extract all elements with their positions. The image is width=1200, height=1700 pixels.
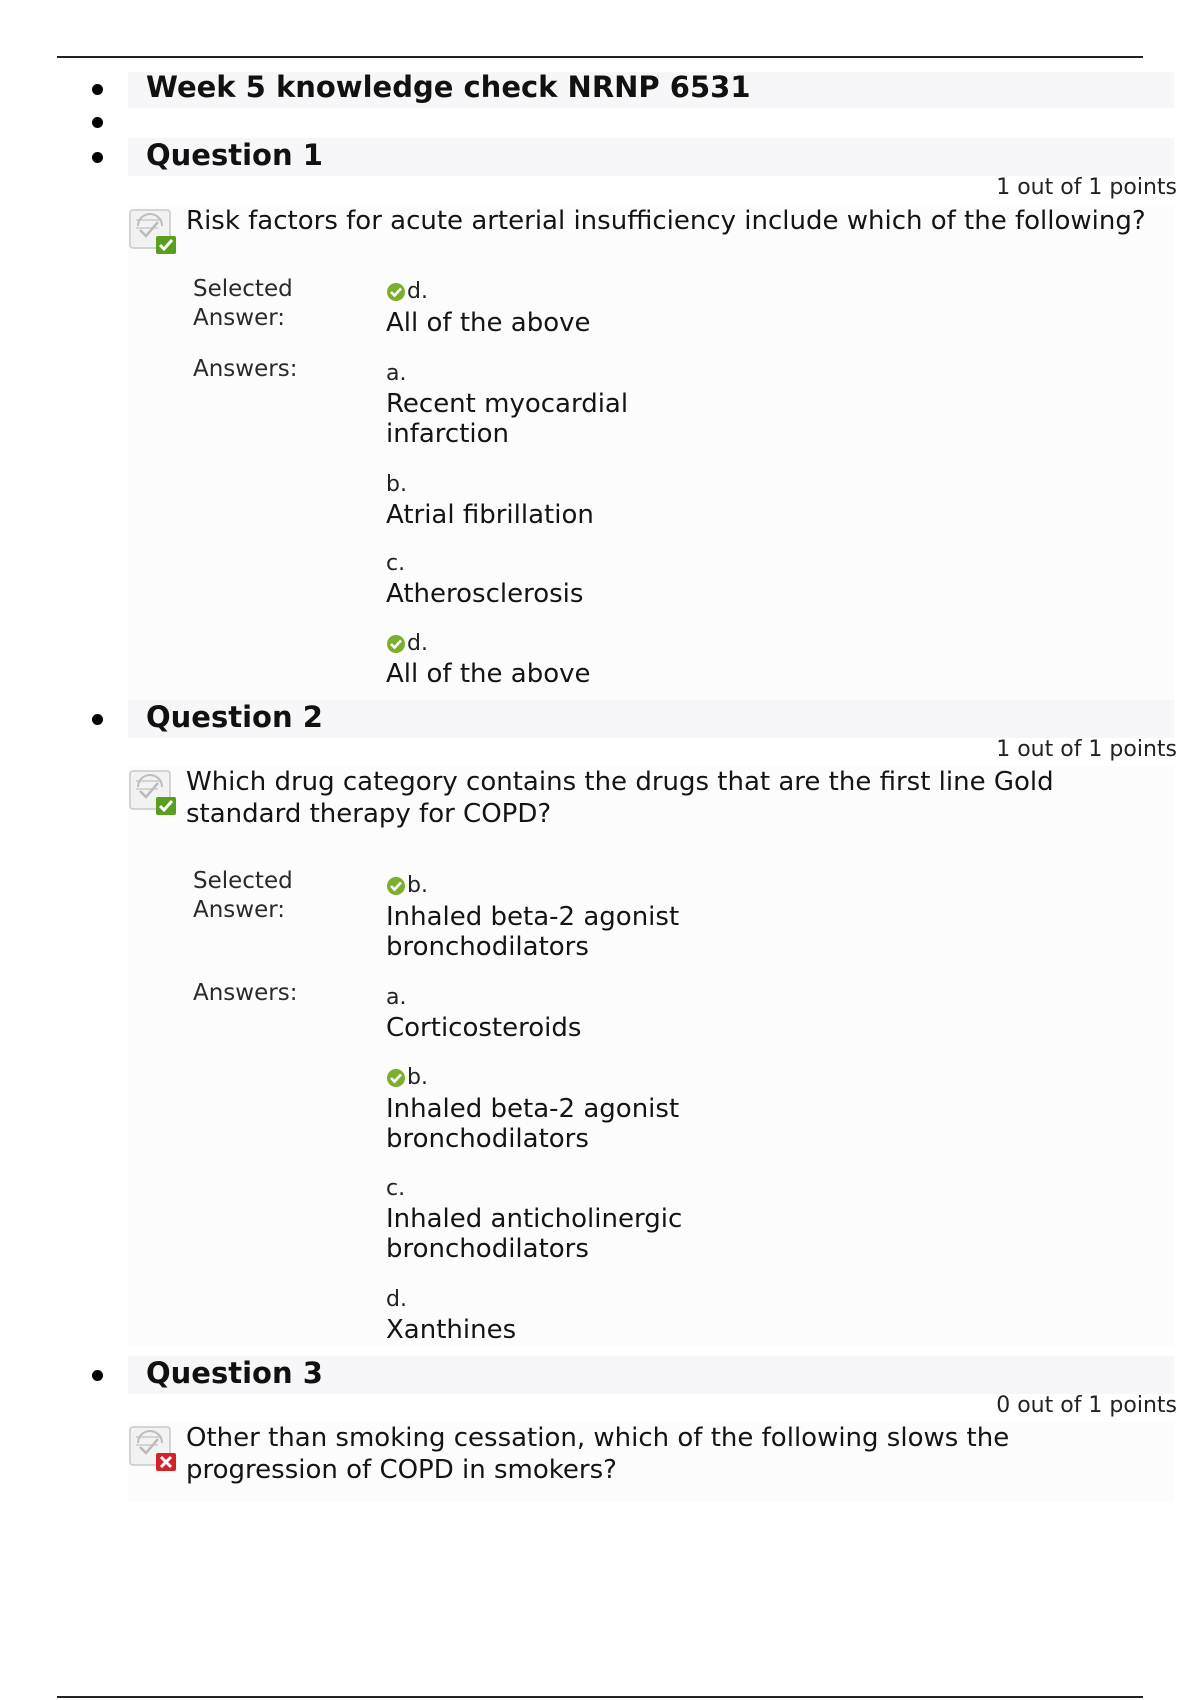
selected-answer-text: All of the above — [386, 308, 591, 338]
letter-text: d. — [407, 279, 428, 304]
question-1-text: Risk factors for acute arterial insufficiency include which of the following? — [186, 206, 1146, 236]
answer-c-letter: c. — [386, 1176, 406, 1201]
answer-b-letter — [386, 1065, 428, 1090]
selected-answer-letter — [386, 279, 428, 304]
bullet — [92, 714, 103, 725]
question-incorrect-icon — [128, 1423, 180, 1475]
page-title: Week 5 knowledge check NRNP 6531 — [146, 70, 751, 104]
green-check-icon — [386, 1068, 406, 1088]
answer-d-text: All of the above — [386, 659, 591, 689]
green-check-icon — [386, 876, 406, 896]
question-2-text: Which drug category contains the drugs that are the first line Gold standard therapy for COPD? — [186, 767, 1054, 829]
bullet — [92, 1370, 103, 1381]
selected-answer-label: Selected Answer: — [193, 276, 293, 331]
answer-b-text: Inhaled beta-2 agonist bronchodilators — [386, 1094, 680, 1154]
answer-a-letter: a. — [386, 985, 407, 1010]
answer-a-letter: a. — [386, 361, 407, 386]
bullet — [92, 117, 103, 128]
question-2-heading: Question 2 — [146, 700, 323, 734]
question-3-heading: Question 3 — [146, 1356, 323, 1390]
bullet — [92, 84, 103, 95]
question-1-heading: Question 1 — [146, 138, 323, 172]
question-3-text: Other than smoking cessation, which of the following slows the progression of COPD in smokers? — [186, 1423, 1010, 1485]
top-rule — [57, 56, 1143, 58]
answer-a-text: Recent myocardial infarction — [386, 389, 629, 449]
answers-label: Answers: — [193, 356, 298, 382]
green-check-icon — [386, 634, 406, 654]
answer-d-letter: d. — [386, 1287, 407, 1312]
question-3-points: 0 out of 1 points — [996, 1393, 1177, 1418]
selected-answer-letter — [386, 873, 428, 898]
letter-text: b. — [407, 873, 428, 898]
answer-b-letter: b. — [386, 472, 407, 497]
answer-d-text: Xanthines — [386, 1315, 517, 1345]
bullet — [92, 152, 103, 163]
answer-b-text: Atrial fibrillation — [386, 500, 594, 530]
bottom-rule — [57, 1696, 1143, 1698]
question-correct-icon — [128, 767, 180, 819]
question-2-points: 1 out of 1 points — [996, 737, 1177, 762]
question-1-points: 1 out of 1 points — [996, 175, 1177, 200]
answer-c-text: Inhaled anticholinergic bronchodilators — [386, 1204, 683, 1264]
answer-a-text: Corticosteroids — [386, 1013, 582, 1043]
answer-c-text: Atherosclerosis — [386, 579, 584, 609]
letter-text: d. — [407, 631, 428, 656]
green-check-icon — [386, 282, 406, 302]
selected-answer-text: Inhaled beta-2 agonist bronchodilators — [386, 902, 680, 962]
answers-label: Answers: — [193, 980, 298, 1006]
letter-text: b. — [407, 1065, 428, 1090]
answer-c-letter: c. — [386, 551, 406, 576]
answer-d-letter — [386, 631, 428, 656]
question-correct-icon — [128, 206, 180, 258]
selected-answer-label: Selected Answer: — [193, 868, 293, 923]
